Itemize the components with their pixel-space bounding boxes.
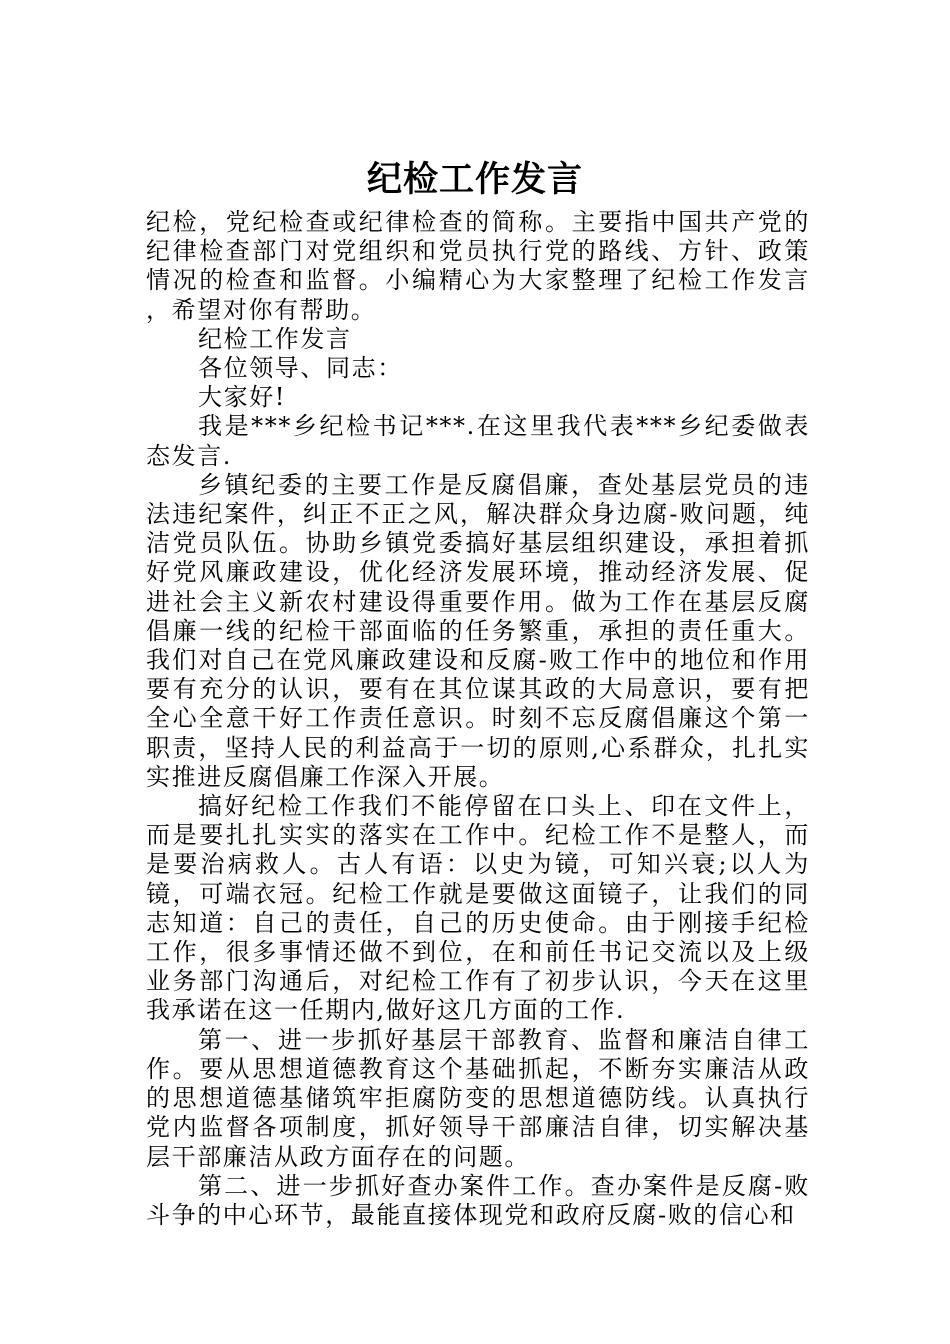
body-paragraph: 搞好纪检工作我们不能停留在口头上、印在文件上，而是要扎扎实实的落实在工作中。纪检工作不是整人，而是要治病救人。古人有语：以史为镜，可知兴衰;以人为镜，可端衣冠。纪检工作就是要做这面镜子，让我们的同志知道：自己的责任，自己的历史使命。由于刚接手纪检工作，很多事情还做不到位，在和前任书记交流以及上级业务部门沟通后，对纪检工作有了初步认识，今天在这里我承诺在这一任期内,做好这几方面的工作. (146, 792, 810, 1025)
document-body (146, 208, 810, 1230)
self-introduction-paragraph: 我是***乡纪检书记***.在这里我代表***乡纪委做表态发言. (146, 412, 810, 470)
body-paragraph: 第二、进一步抓好查办案件工作。查办案件是反腐-败斗争的中心环节，最能直接体现党和政府反腐-败的信心和 (146, 1171, 810, 1229)
body-paragraph: 乡镇纪委的主要工作是反腐倡廉，查处基层党员的违法违纪案件，纠正不正之风，解决群众身边腐-败问题，纯洁党员队伍。协助乡镇党委搞好基层组织建设，承担着抓好党风廉政建设，优化经济发展环境，推动经济发展、促进社会主义新农村建设得重要作用。做为工作在基层反腐倡廉一线的纪检干部面临的任务繁重，承担的责任重大。我们对自己在党风廉政建设和反腐-败工作中的地位和作用要有充分的认识，要有在其位谋其政的大局意识，要有把全心全意干好工作责任意识。时刻不忘反腐倡廉这个第一职责，坚持人民的利益高于一切的原则,心系群众，扎扎实实推进反腐倡廉工作深入开展。 (146, 470, 810, 791)
greeting: 大家好! (198, 383, 287, 412)
intro-paragraph: 纪检，党纪检查或纪律检查的简称。主要指中国共产党的纪律检查部门对党组织和党员执行党的路线、方针、政策情况的检查和监督。小编精心为大家整理了纪检工作发言 ，希望对你有帮助。 (146, 208, 810, 324)
document-title: 纪检工作发言 (366, 159, 583, 201)
body-paragraph: 第一、进一步抓好基层干部教育、监督和廉洁自律工作。要从思想道德教育这个基础抓起，不断夯实廉洁从政的思想道德基储筑牢拒腐防变的思想道德防线。认真执行党内监督各项制度，抓好领导干部廉洁自律，切实解决基层干部廉洁从政方面存在的问题。 (146, 1025, 810, 1171)
speech-heading: 纪检工作发言 (198, 324, 352, 353)
salutation: 各位领导、同志： (198, 354, 403, 383)
